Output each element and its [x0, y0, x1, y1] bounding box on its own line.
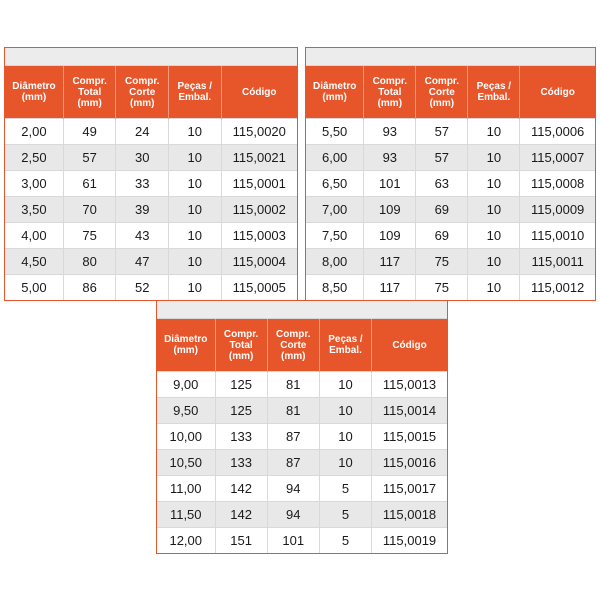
- cell-total-length: 117: [364, 275, 416, 301]
- table-row: [306, 197, 595, 223]
- cell-total-length: 86: [63, 275, 116, 301]
- header-pieces-per-pack: Peças / Embal.: [168, 66, 221, 119]
- cell-cut-length: 57: [416, 145, 468, 171]
- table-row: [157, 398, 447, 424]
- header-diameter: Diâmetro (mm): [312, 81, 357, 103]
- cell-total-length: 101: [364, 171, 416, 197]
- cell-cut-length: 57: [416, 119, 468, 145]
- cell-cut-length: 63: [416, 171, 468, 197]
- cell-code: 115,0021: [221, 145, 297, 171]
- cell-code: 115,0015: [372, 424, 447, 450]
- header-code: Código: [372, 319, 447, 372]
- cell-diameter: 10,00: [157, 424, 215, 450]
- cell-diameter: 10,50: [157, 450, 215, 476]
- cell-pieces: 10: [168, 119, 221, 145]
- table-row: [5, 249, 297, 275]
- cell-total-length: 80: [63, 249, 116, 275]
- table-row: [5, 145, 297, 171]
- cell-diameter: 6,50: [306, 171, 364, 197]
- table-row: [306, 145, 595, 171]
- table-row: [306, 275, 595, 301]
- cell-pieces: 10: [468, 197, 520, 223]
- cell-diameter: 9,00: [157, 372, 215, 398]
- cell-pieces: 10: [319, 398, 371, 424]
- cell-code: 115,0005: [221, 275, 297, 301]
- cell-code: 115,0002: [221, 197, 297, 223]
- header-cut-length: Compr. Corte (mm): [116, 66, 169, 119]
- cell-pieces: 10: [168, 145, 221, 171]
- cell-total-length: 57: [63, 145, 116, 171]
- cell-total-length: 117: [364, 249, 416, 275]
- spec-table-1: [4, 47, 298, 301]
- cell-total-length: 93: [364, 145, 416, 171]
- cell-total-length: 93: [364, 119, 416, 145]
- table-row: [157, 424, 447, 450]
- cell-cut-length: 43: [116, 223, 169, 249]
- header-cut-length: Compr. Corte (mm): [416, 66, 468, 119]
- cell-pieces: 5: [319, 502, 371, 528]
- cell-code: 115,0018: [372, 502, 447, 528]
- cell-cut-length: 69: [416, 223, 468, 249]
- cell-cut-length: 101: [267, 528, 319, 554]
- cell-pieces: 10: [468, 223, 520, 249]
- cell-cut-length: 39: [116, 197, 169, 223]
- cell-diameter: 8,00: [306, 249, 364, 275]
- cell-total-length: 109: [364, 197, 416, 223]
- cell-total-length: 75: [63, 223, 116, 249]
- table-row: [306, 119, 595, 145]
- header-code: Código: [520, 66, 595, 119]
- header-pieces-per-pack: Peças / Embal.: [319, 319, 371, 372]
- cell-pieces: 10: [168, 275, 221, 301]
- cell-code: 115,0004: [221, 249, 297, 275]
- header-total-length: Compr. Total (mm): [63, 66, 116, 119]
- cell-pieces: 5: [319, 476, 371, 502]
- table-row: [157, 502, 447, 528]
- cell-cut-length: 87: [267, 424, 319, 450]
- cell-diameter: 4,00: [5, 223, 63, 249]
- cell-diameter: 7,50: [306, 223, 364, 249]
- cell-total-length: 109: [364, 223, 416, 249]
- header-row: [5, 66, 297, 119]
- cell-diameter: 2,00: [5, 119, 63, 145]
- cell-cut-length: 94: [267, 502, 319, 528]
- cell-pieces: 10: [319, 424, 371, 450]
- cell-code: 115,0011: [520, 249, 595, 275]
- cell-pieces: 10: [168, 223, 221, 249]
- cell-pieces: 10: [168, 171, 221, 197]
- cell-cut-length: 52: [116, 275, 169, 301]
- cell-total-length: 49: [63, 119, 116, 145]
- table-row: [157, 450, 447, 476]
- cell-code: 115,0014: [372, 398, 447, 424]
- cell-cut-length: 87: [267, 450, 319, 476]
- table-row: [157, 372, 447, 398]
- cell-code: 115,0020: [221, 119, 297, 145]
- header-row: [306, 66, 595, 119]
- cell-code: 115,0003: [221, 223, 297, 249]
- cell-cut-length: 81: [267, 372, 319, 398]
- cell-code: 115,0007: [520, 145, 595, 171]
- cell-cut-length: 69: [416, 197, 468, 223]
- header-row: [157, 319, 447, 372]
- cell-pieces: 10: [319, 450, 371, 476]
- cell-diameter: 6,00: [306, 145, 364, 171]
- cell-diameter: 9,50: [157, 398, 215, 424]
- table-row: [5, 171, 297, 197]
- cell-code: 115,0010: [520, 223, 595, 249]
- cell-diameter: 7,00: [306, 197, 364, 223]
- cell-diameter: 11,50: [157, 502, 215, 528]
- table-row: [5, 223, 297, 249]
- cell-pieces: 10: [468, 145, 520, 171]
- cell-diameter: 11,00: [157, 476, 215, 502]
- cell-pieces: 5: [319, 528, 371, 554]
- cell-cut-length: 75: [416, 249, 468, 275]
- cell-cut-length: 33: [116, 171, 169, 197]
- cell-code: 115,0008: [520, 171, 595, 197]
- header-total-length: Compr. Total (mm): [364, 66, 416, 119]
- spec-table: [157, 319, 447, 553]
- cell-cut-length: 24: [116, 119, 169, 145]
- header-diameter: Diâmetro (mm): [12, 81, 56, 103]
- cell-code: 115,0016: [372, 450, 447, 476]
- cell-cut-length: 81: [267, 398, 319, 424]
- header-diameter: Diâmetro (mm): [164, 334, 208, 356]
- table-row: [5, 275, 297, 301]
- cell-total-length: 125: [215, 398, 267, 424]
- table-row: [306, 171, 595, 197]
- spec-table: [5, 66, 297, 300]
- cell-total-length: 142: [215, 502, 267, 528]
- cell-cut-length: 75: [416, 275, 468, 301]
- table-row: [5, 197, 297, 223]
- table-top-bar: [5, 48, 297, 66]
- spec-table-3: [156, 300, 448, 554]
- cell-cut-length: 30: [116, 145, 169, 171]
- table-row: [157, 476, 447, 502]
- cell-code: 115,0012: [520, 275, 595, 301]
- cell-cut-length: 94: [267, 476, 319, 502]
- cell-pieces: 10: [468, 171, 520, 197]
- cell-pieces: 10: [468, 119, 520, 145]
- cell-pieces: 10: [468, 249, 520, 275]
- spec-table-2: [305, 47, 596, 301]
- cell-code: 115,0019: [372, 528, 447, 554]
- cell-total-length: 151: [215, 528, 267, 554]
- cell-code: 115,0006: [520, 119, 595, 145]
- cell-total-length: 142: [215, 476, 267, 502]
- cell-code: 115,0013: [372, 372, 447, 398]
- cell-diameter: 2,50: [5, 145, 63, 171]
- cell-pieces: 10: [319, 372, 371, 398]
- cell-diameter: 3,50: [5, 197, 63, 223]
- cell-code: 115,0001: [221, 171, 297, 197]
- cell-total-length: 125: [215, 372, 267, 398]
- spec-table: [306, 66, 595, 300]
- cell-diameter: 12,00: [157, 528, 215, 554]
- cell-pieces: 10: [468, 275, 520, 301]
- cell-code: 115,0017: [372, 476, 447, 502]
- cell-diameter: 4,50: [5, 249, 63, 275]
- table-row: [306, 249, 595, 275]
- cell-pieces: 10: [168, 197, 221, 223]
- table-row: [157, 528, 447, 554]
- table-top-bar: [157, 301, 447, 319]
- cell-total-length: 133: [215, 424, 267, 450]
- header-code: Código: [221, 66, 297, 119]
- cell-cut-length: 47: [116, 249, 169, 275]
- header-cut-length: Compr. Corte (mm): [267, 319, 319, 372]
- cell-diameter: 8,50: [306, 275, 364, 301]
- cell-total-length: 70: [63, 197, 116, 223]
- table-row: [5, 119, 297, 145]
- cell-total-length: 133: [215, 450, 267, 476]
- table-top-bar: [306, 48, 595, 66]
- cell-diameter: 5,50: [306, 119, 364, 145]
- cell-diameter: 5,00: [5, 275, 63, 301]
- cell-total-length: 61: [63, 171, 116, 197]
- header-total-length: Compr. Total (mm): [215, 319, 267, 372]
- cell-pieces: 10: [168, 249, 221, 275]
- cell-diameter: 3,00: [5, 171, 63, 197]
- table-row: [306, 223, 595, 249]
- cell-code: 115,0009: [520, 197, 595, 223]
- header-pieces-per-pack: Peças / Embal.: [468, 66, 520, 119]
